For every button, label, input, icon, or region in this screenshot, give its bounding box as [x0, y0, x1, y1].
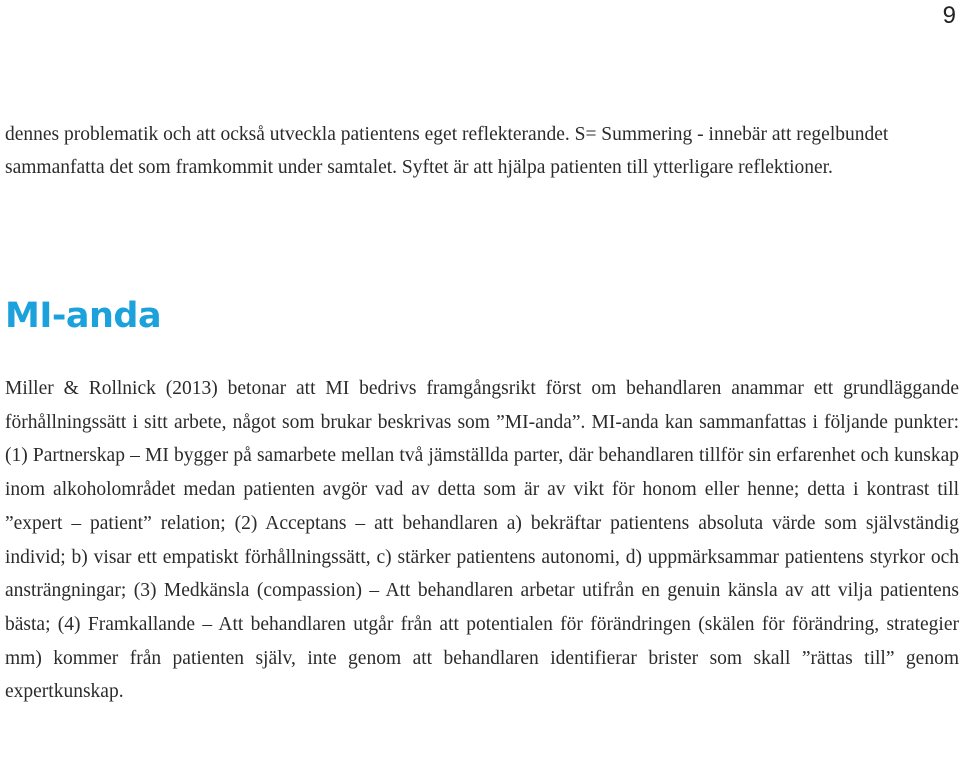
section-paragraph: Miller & Rollnick (2013) betonar att MI bedrivs framgångsrikt först om behandlaren anammar ett grundläggande förhållningssätt i sitt arbete, något som brukar beskrivas som ”MI-anda”. MI-anda kan sammanfattas i följande punkter: (1) Partnerskap – MI bygger på samarbete mellan två jämställda parter, där behandlaren tillför sin erfarenhet och kunskap inom alkoholområdet medan patienten avgör vad av detta som är av vikt för honom eller henne; detta i kontrast till ”expert – patient” relation; (2) Acceptans – att behandlaren a) bekräftar patientens absoluta värde som självständig individ; b) visar ett empatiskt förhållningssätt, c) stärker patientens autonomi, d) uppmärksammar patientens styrkor och ansträngningar; (3) Medkänsla (compassion) – Att behandlaren arbetar utifrån en genuin känsla av att vilja patientens bästa; (4) Framkallande – Att behandlaren utgår från att potentialen för förändringen (skälen för förändring, strategier mm) kommer från patienten själv, inte genom att behandlaren identifierar brister som skall ”rättas till” genom expertkunskap.	[5, 378, 959, 703]
section-heading: MI-anda	[5, 296, 162, 336]
intro-paragraph: dennes problematik och att också utveckla patientens eget reflekterande. S= Summering - innebär att regelbundet sammanfatta det som framkommit under samtalet. Syftet är att hjälpa patienten till ytterligare reflektioner.	[5, 124, 889, 178]
page-number: 9	[942, 2, 956, 29]
